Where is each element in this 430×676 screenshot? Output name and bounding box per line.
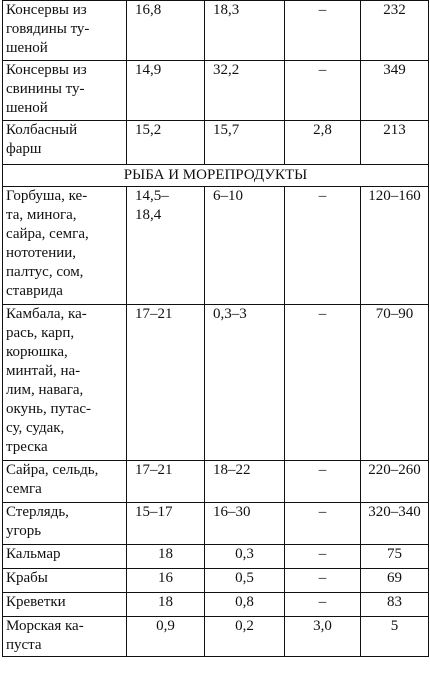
section-header-row	[3, 165, 429, 187]
value-cell: 0,3	[205, 545, 285, 569]
value-cell: 17–21	[127, 461, 205, 503]
section-title: РЫБА И МОРЕПРОДУКТЫ	[3, 165, 429, 187]
value-cell: 14,9	[127, 61, 205, 121]
value-cell: 0,9	[127, 617, 205, 657]
value-cell: 16,8	[127, 1, 205, 61]
value-cell: –	[285, 461, 361, 503]
value-cell: –	[285, 1, 361, 61]
table-row	[3, 121, 429, 165]
table-row	[3, 187, 429, 305]
value-cell: 6–10	[205, 187, 285, 305]
value-cell: –	[285, 305, 361, 461]
value-cell: –	[285, 569, 361, 593]
value-cell: 0,8	[205, 593, 285, 617]
value-cell: 16–30	[205, 503, 285, 545]
value-cell: 18	[127, 593, 205, 617]
value-cell: –	[285, 187, 361, 305]
value-cell: 232	[361, 1, 429, 61]
value-cell: 15–17	[127, 503, 205, 545]
value-cell: 18	[127, 545, 205, 569]
product-name-cell: Кальмар	[3, 545, 127, 569]
value-cell: 18,3	[205, 1, 285, 61]
product-name-cell: Колбасный фарш	[3, 121, 127, 165]
value-cell: 18–22	[205, 461, 285, 503]
table-row	[3, 1, 429, 61]
value-cell: –	[285, 593, 361, 617]
product-name-cell: Морская ка- пуста	[3, 617, 127, 657]
value-cell: 32,2	[205, 61, 285, 121]
value-cell: 220–260	[361, 461, 429, 503]
product-name-cell: Консервы из свинины ту- шеной	[3, 61, 127, 121]
product-name-cell: Стерлядь, угорь	[3, 503, 127, 545]
value-cell: 75	[361, 545, 429, 569]
nutrition-table	[2, 0, 429, 657]
table-row	[3, 593, 429, 617]
table-body	[3, 1, 429, 657]
value-cell: 3,0	[285, 617, 361, 657]
value-cell: 5	[361, 617, 429, 657]
value-cell: –	[285, 503, 361, 545]
value-cell: 0,3–3	[205, 305, 285, 461]
value-cell: 2,8	[285, 121, 361, 165]
value-cell: 120–160	[361, 187, 429, 305]
value-cell: 17–21	[127, 305, 205, 461]
value-cell: 213	[361, 121, 429, 165]
value-cell: 320–340	[361, 503, 429, 545]
value-cell: 15,2	[127, 121, 205, 165]
value-cell: 14,5– 18,4	[127, 187, 205, 305]
value-cell: 0,5	[205, 569, 285, 593]
product-name-cell: Креветки	[3, 593, 127, 617]
product-name-cell: Камбала, ка- рась, карп, корюшка, минтай, на- лим, навага, окунь, путас- су, судак, треска	[3, 305, 127, 461]
table-row	[3, 61, 429, 121]
table-row	[3, 461, 429, 503]
product-name-cell: Сайра, сельдь, семга	[3, 461, 127, 503]
value-cell: 70–90	[361, 305, 429, 461]
table-row	[3, 617, 429, 657]
value-cell: –	[285, 545, 361, 569]
product-name-cell: Горбуша, ке- та, минога, сайра, семга, нототении, палтус, сом, ставрида	[3, 187, 127, 305]
table-row	[3, 569, 429, 593]
table-row	[3, 305, 429, 461]
value-cell: 15,7	[205, 121, 285, 165]
value-cell: 349	[361, 61, 429, 121]
table-row	[3, 503, 429, 545]
value-cell: 16	[127, 569, 205, 593]
value-cell: –	[285, 61, 361, 121]
value-cell: 83	[361, 593, 429, 617]
product-name-cell: Консервы из говядины ту- шеной	[3, 1, 127, 61]
table-row	[3, 545, 429, 569]
product-name-cell: Крабы	[3, 569, 127, 593]
value-cell: 0,2	[205, 617, 285, 657]
value-cell: 69	[361, 569, 429, 593]
